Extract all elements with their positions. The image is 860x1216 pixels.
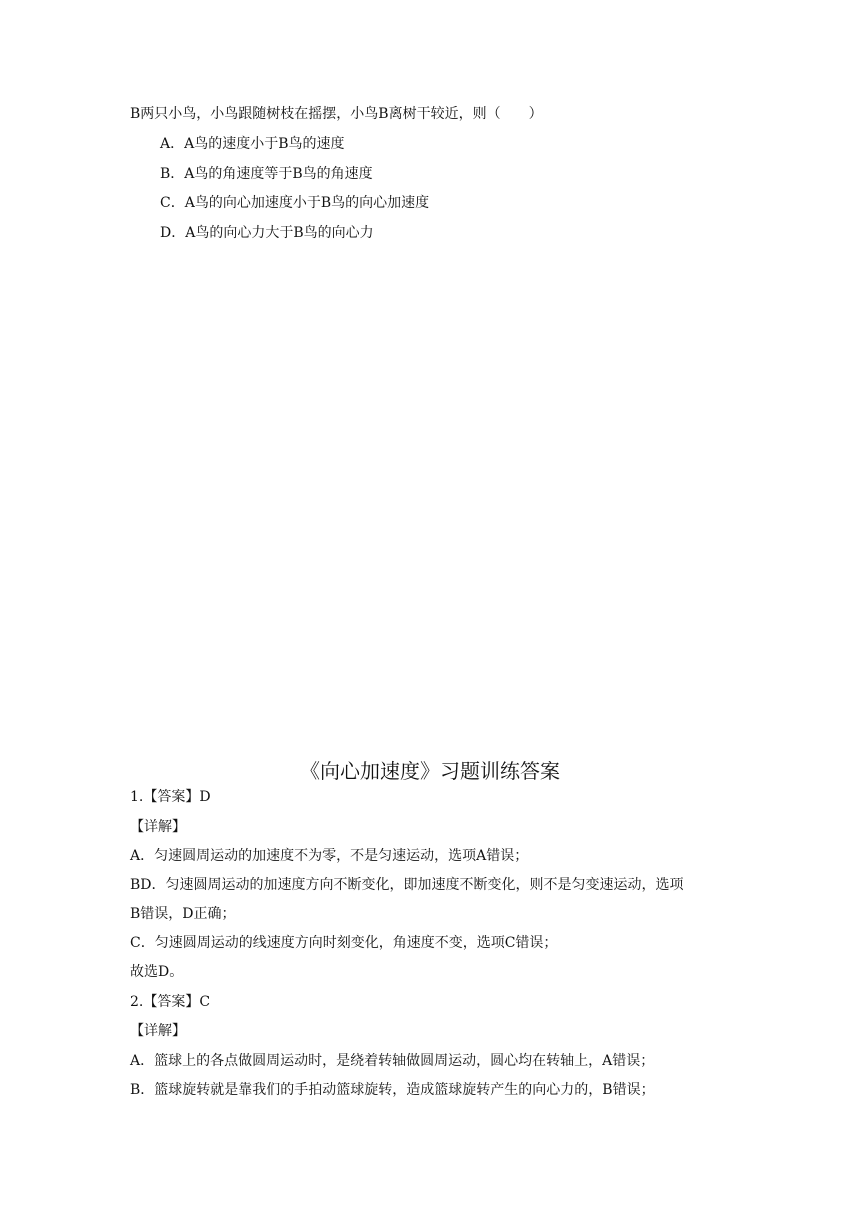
answer-line: C．匀速圆周运动的线速度方向时刻变化，角速度不变，选项C错误； bbox=[130, 935, 558, 951]
option-b: B．A鸟的角速度等于B鸟的角速度 bbox=[160, 166, 373, 182]
answer-line: 1.【答案】D bbox=[130, 789, 211, 805]
answer-line: 2.【答案】C bbox=[130, 994, 211, 1010]
answer-line: BD．匀速圆周运动的加速度方向不断变化，即加速度不断变化，则不是匀变速运动，选项 bbox=[130, 877, 684, 893]
answer-line: A．匀速圆周运动的加速度不为零，不是匀速运动，选项A错误； bbox=[130, 848, 529, 864]
answer-line: A．篮球上的各点做圆周运动时，是绕着转轴做圆周运动，圆心均在转轴上，A错误； bbox=[130, 1053, 655, 1069]
option-a: A．A鸟的速度小于B鸟的速度 bbox=[160, 136, 345, 152]
answer-line: B错误，D正确； bbox=[130, 906, 236, 922]
answer-line: 【详解】 bbox=[130, 819, 186, 835]
option-d: D．A鸟的向心力大于B鸟的向心力 bbox=[160, 225, 374, 241]
answers-title: 《向心加速度》习题训练答案 bbox=[300, 759, 560, 783]
option-c: C．A鸟的向心加速度小于B鸟的向心加速度 bbox=[160, 195, 430, 211]
answer-line: B．篮球旋转就是靠我们的手拍动篮球旋转，造成篮球旋转产生的向心力的，B错误； bbox=[130, 1082, 655, 1098]
answer-line: 故选D。 bbox=[130, 964, 184, 980]
question-stem: B两只小鸟，小鸟跟随树枝在摇摆，小鸟B离树干较近，则（ ） bbox=[130, 106, 543, 122]
answer-line: 【详解】 bbox=[130, 1023, 186, 1039]
